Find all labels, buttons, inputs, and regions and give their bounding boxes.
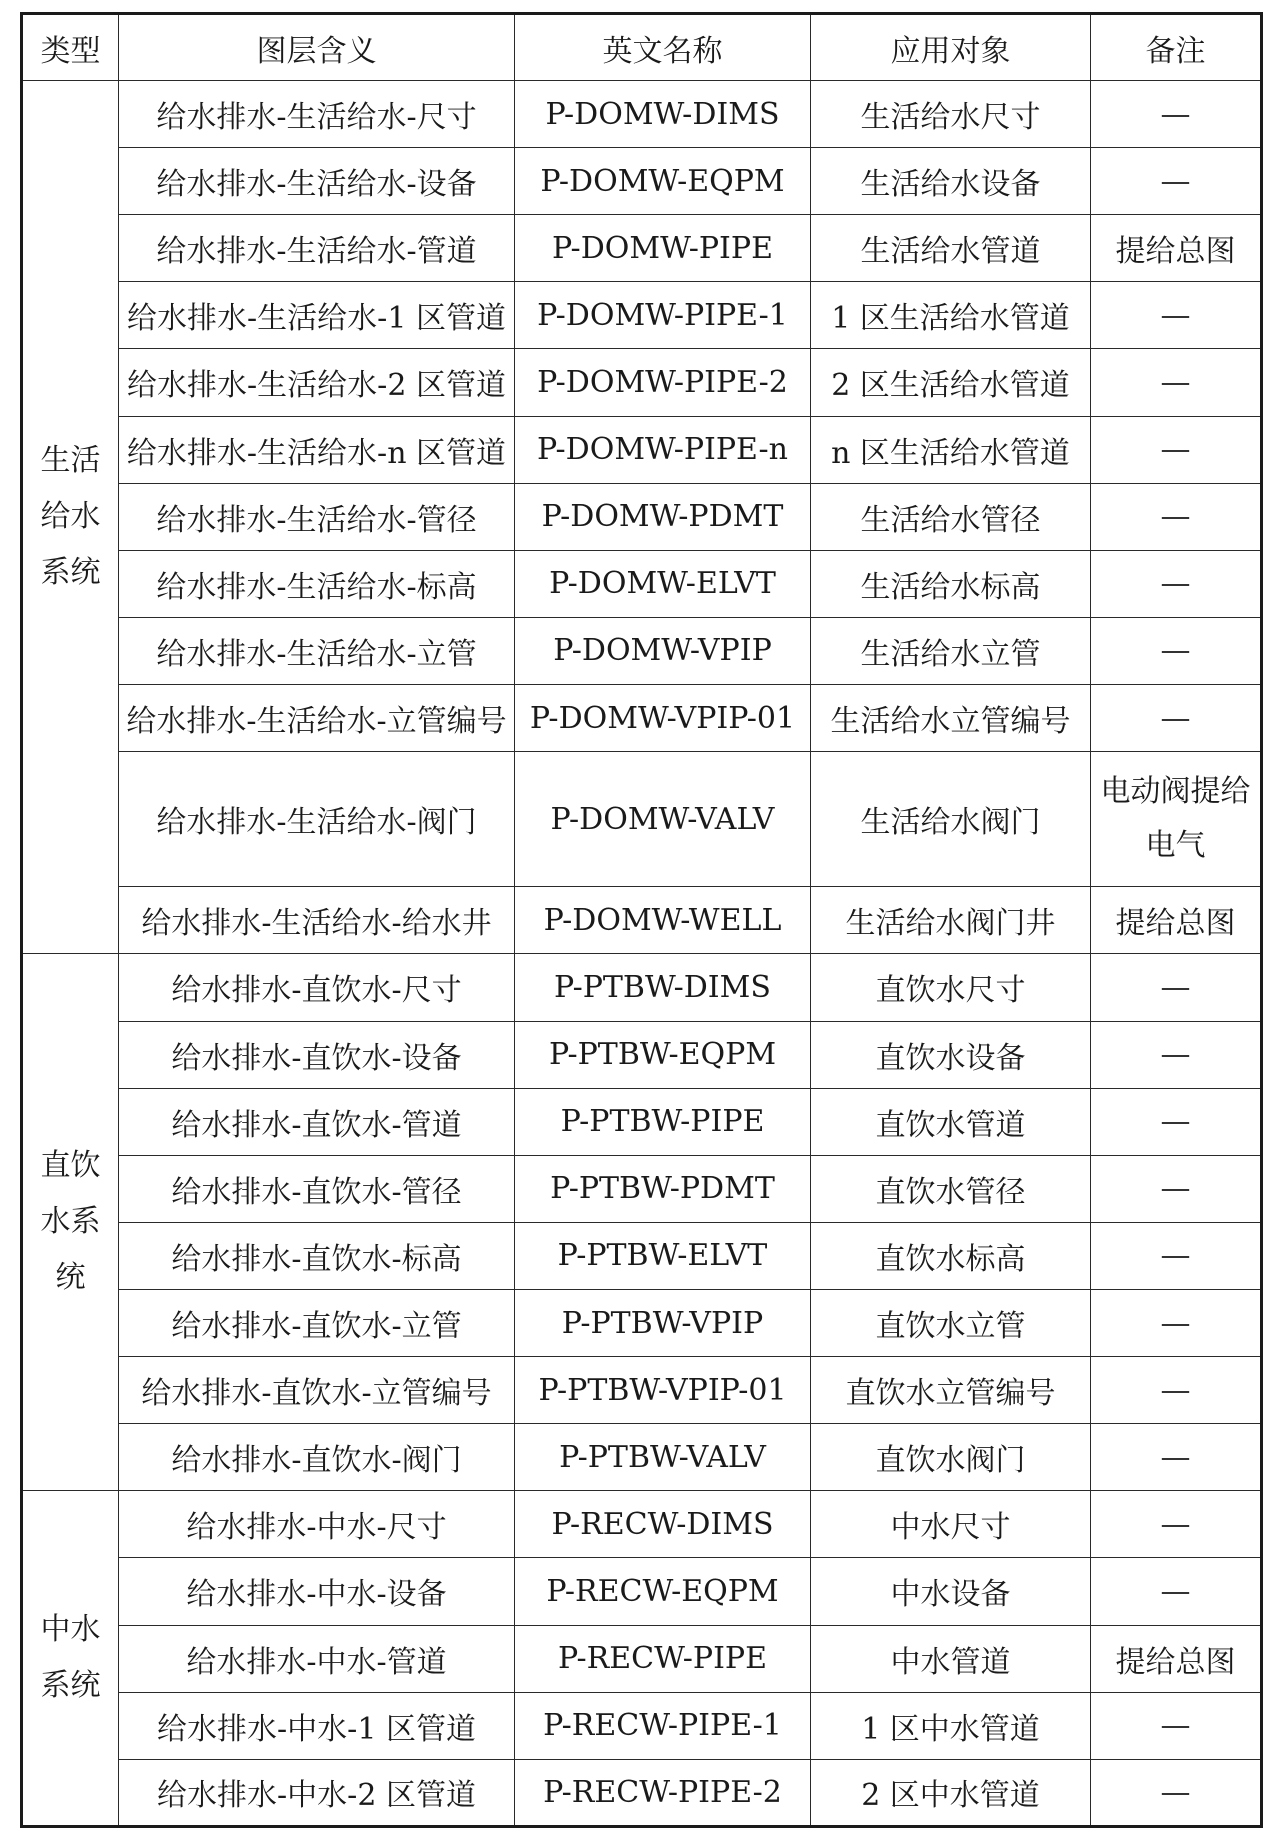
remark-cell: — [1091, 617, 1262, 684]
table-row [22, 1155, 1262, 1222]
english-name-cell: P-PTBW-DIMS [515, 954, 811, 1021]
remark-cell: — [1091, 1424, 1262, 1491]
target-cell: 直饮水立管 [811, 1289, 1091, 1356]
english-name-cell: P-DOMW-PIPE-n [515, 416, 811, 483]
remark-cell: — [1091, 1491, 1262, 1558]
target-cell: 直饮水标高 [811, 1222, 1091, 1289]
table-row [22, 617, 1262, 684]
english-name-cell: P-PTBW-ELVT [515, 1222, 811, 1289]
english-name-cell: P-RECW-PIPE-1 [515, 1692, 811, 1759]
layer-meaning-cell: 给水排水-生活给水-立管编号 [119, 684, 515, 751]
target-cell: 2 区生活给水管道 [811, 349, 1091, 416]
remark-cell: — [1091, 1222, 1262, 1289]
table-row [22, 416, 1262, 483]
target-cell: 中水尺寸 [811, 1491, 1091, 1558]
table-row [22, 1625, 1262, 1692]
layer-meaning-cell: 给水排水-生活给水-管道 [119, 215, 515, 282]
layer-meaning-cell: 给水排水-生活给水-2 区管道 [119, 349, 515, 416]
remark-cell: 提给总图 [1091, 215, 1262, 282]
table-row [22, 1759, 1262, 1826]
english-name-cell: P-DOMW-VPIP [515, 617, 811, 684]
target-cell: 中水管道 [811, 1625, 1091, 1692]
target-cell: n 区生活给水管道 [811, 416, 1091, 483]
target-cell: 直饮水设备 [811, 1021, 1091, 1088]
table-row [22, 954, 1262, 1021]
table-row [22, 349, 1262, 416]
layer-meaning-cell: 给水排水-生活给水-尺寸 [119, 81, 515, 148]
target-cell: 生活给水立管 [811, 617, 1091, 684]
category-label: 中水系统 [40, 1612, 101, 1704]
header-meaning: 图层含义 [119, 14, 515, 81]
english-name-cell: P-RECW-PIPE [515, 1625, 811, 1692]
layer-meaning-cell: 给水排水-生活给水-阀门 [119, 752, 515, 887]
table-row [22, 550, 1262, 617]
header-row [22, 14, 1262, 81]
category-label: 直饮水系统 [40, 1148, 101, 1296]
header-target: 应用对象 [811, 14, 1091, 81]
english-name-cell: P-PTBW-VPIP [515, 1289, 811, 1356]
remark-cell: — [1091, 483, 1262, 550]
table-body [22, 81, 1262, 1827]
target-cell: 生活给水标高 [811, 550, 1091, 617]
remark-cell: — [1091, 349, 1262, 416]
category-label: 生活给水系统 [40, 443, 101, 591]
target-cell: 直饮水管径 [811, 1155, 1091, 1222]
target-cell: 1 区中水管道 [811, 1692, 1091, 1759]
header-english-name: 英文名称 [515, 14, 811, 81]
layer-meaning-cell: 给水排水-中水-1 区管道 [119, 1692, 515, 1759]
english-name-cell: P-RECW-DIMS [515, 1491, 811, 1558]
table-row [22, 1424, 1262, 1491]
english-name-cell: P-DOMW-VALV [515, 752, 811, 887]
layer-meaning-cell: 给水排水-直饮水-阀门 [119, 1424, 515, 1491]
english-name-cell: P-PTBW-EQPM [515, 1021, 811, 1088]
english-name-cell: P-RECW-EQPM [515, 1558, 811, 1625]
remark-cell: — [1091, 954, 1262, 1021]
table-row [22, 215, 1262, 282]
category-cell [22, 954, 119, 1491]
table-row [22, 1088, 1262, 1155]
english-name-cell: P-PTBW-VALV [515, 1424, 811, 1491]
target-cell: 1 区生活给水管道 [811, 282, 1091, 349]
layer-meaning-cell: 给水排水-中水-尺寸 [119, 1491, 515, 1558]
layer-meaning-cell: 给水排水-直饮水-设备 [119, 1021, 515, 1088]
category-cell [22, 81, 119, 954]
english-name-cell: P-DOMW-EQPM [515, 148, 811, 215]
remark-cell: — [1091, 1155, 1262, 1222]
remark-cell: — [1091, 282, 1262, 349]
remark-cell: — [1091, 1759, 1262, 1826]
layer-meaning-cell: 给水排水-生活给水-n 区管道 [119, 416, 515, 483]
english-name-cell: P-DOMW-PIPE-2 [515, 349, 811, 416]
layer-meaning-cell: 给水排水-生活给水-1 区管道 [119, 282, 515, 349]
layer-meaning-cell: 给水排水-直饮水-管径 [119, 1155, 515, 1222]
target-cell: 生活给水管道 [811, 215, 1091, 282]
header-type: 类型 [22, 14, 119, 81]
target-cell: 生活给水阀门井 [811, 887, 1091, 954]
layer-meaning-cell: 给水排水-生活给水-标高 [119, 550, 515, 617]
remark-cell: — [1091, 1692, 1262, 1759]
remark-cell: — [1091, 550, 1262, 617]
layer-meaning-cell: 给水排水-中水-设备 [119, 1558, 515, 1625]
target-cell: 生活给水设备 [811, 148, 1091, 215]
remark-cell: — [1091, 1357, 1262, 1424]
target-cell: 直饮水管道 [811, 1088, 1091, 1155]
layer-meaning-cell: 给水排水-生活给水-设备 [119, 148, 515, 215]
layer-meaning-cell: 给水排水-中水-2 区管道 [119, 1759, 515, 1826]
table-row [22, 148, 1262, 215]
remark-cell: — [1091, 1289, 1262, 1356]
header-remark: 备注 [1091, 14, 1262, 81]
table-row [22, 752, 1262, 887]
table-row [22, 1357, 1262, 1424]
table-row [22, 1692, 1262, 1759]
layer-meaning-cell: 给水排水-生活给水-管径 [119, 483, 515, 550]
target-cell: 直饮水阀门 [811, 1424, 1091, 1491]
remark-cell: — [1091, 81, 1262, 148]
table-row [22, 483, 1262, 550]
table-row [22, 1558, 1262, 1625]
remark-cell: 电动阀提给电气 [1091, 752, 1262, 887]
table-row [22, 1222, 1262, 1289]
table-row [22, 81, 1262, 148]
remark-cell: — [1091, 1088, 1262, 1155]
remark-cell: — [1091, 148, 1262, 215]
target-cell: 生活给水管径 [811, 483, 1091, 550]
table-row [22, 1021, 1262, 1088]
english-name-cell: P-DOMW-VPIP-01 [515, 684, 811, 751]
layer-meaning-cell: 给水排水-直饮水-立管编号 [119, 1357, 515, 1424]
remark-cell: 提给总图 [1091, 887, 1262, 954]
english-name-cell: P-RECW-PIPE-2 [515, 1759, 811, 1826]
target-cell: 直饮水立管编号 [811, 1357, 1091, 1424]
table-row [22, 282, 1262, 349]
remark-cell: — [1091, 1558, 1262, 1625]
target-cell: 直饮水尺寸 [811, 954, 1091, 1021]
layer-meaning-cell: 给水排水-中水-管道 [119, 1625, 515, 1692]
english-name-cell: P-DOMW-ELVT [515, 550, 811, 617]
remark-cell: — [1091, 416, 1262, 483]
target-cell: 生活给水阀门 [811, 752, 1091, 887]
target-cell: 2 区中水管道 [811, 1759, 1091, 1826]
english-name-cell: P-DOMW-PDMT [515, 483, 811, 550]
english-name-cell: P-DOMW-PIPE-1 [515, 282, 811, 349]
remark-cell: — [1091, 684, 1262, 751]
layer-table [20, 12, 1263, 1828]
target-cell: 中水设备 [811, 1558, 1091, 1625]
english-name-cell: P-PTBW-VPIP-01 [515, 1357, 811, 1424]
table-row [22, 684, 1262, 751]
remark-cell: 提给总图 [1091, 1625, 1262, 1692]
table-row [22, 887, 1262, 954]
remark-cell: — [1091, 1021, 1262, 1088]
english-name-cell: P-DOMW-WELL [515, 887, 811, 954]
category-cell [22, 1491, 119, 1827]
layer-meaning-cell: 给水排水-直饮水-管道 [119, 1088, 515, 1155]
english-name-cell: P-PTBW-PDMT [515, 1155, 811, 1222]
english-name-cell: P-PTBW-PIPE [515, 1088, 811, 1155]
layer-meaning-cell: 给水排水-生活给水-立管 [119, 617, 515, 684]
target-cell: 生活给水尺寸 [811, 81, 1091, 148]
english-name-cell: P-DOMW-DIMS [515, 81, 811, 148]
target-cell: 生活给水立管编号 [811, 684, 1091, 751]
layer-meaning-cell: 给水排水-直饮水-尺寸 [119, 954, 515, 1021]
table-row [22, 1289, 1262, 1356]
layer-meaning-cell: 给水排水-直饮水-立管 [119, 1289, 515, 1356]
layer-meaning-cell: 给水排水-生活给水-给水井 [119, 887, 515, 954]
layer-meaning-cell: 给水排水-直饮水-标高 [119, 1222, 515, 1289]
table-row [22, 1491, 1262, 1558]
english-name-cell: P-DOMW-PIPE [515, 215, 811, 282]
